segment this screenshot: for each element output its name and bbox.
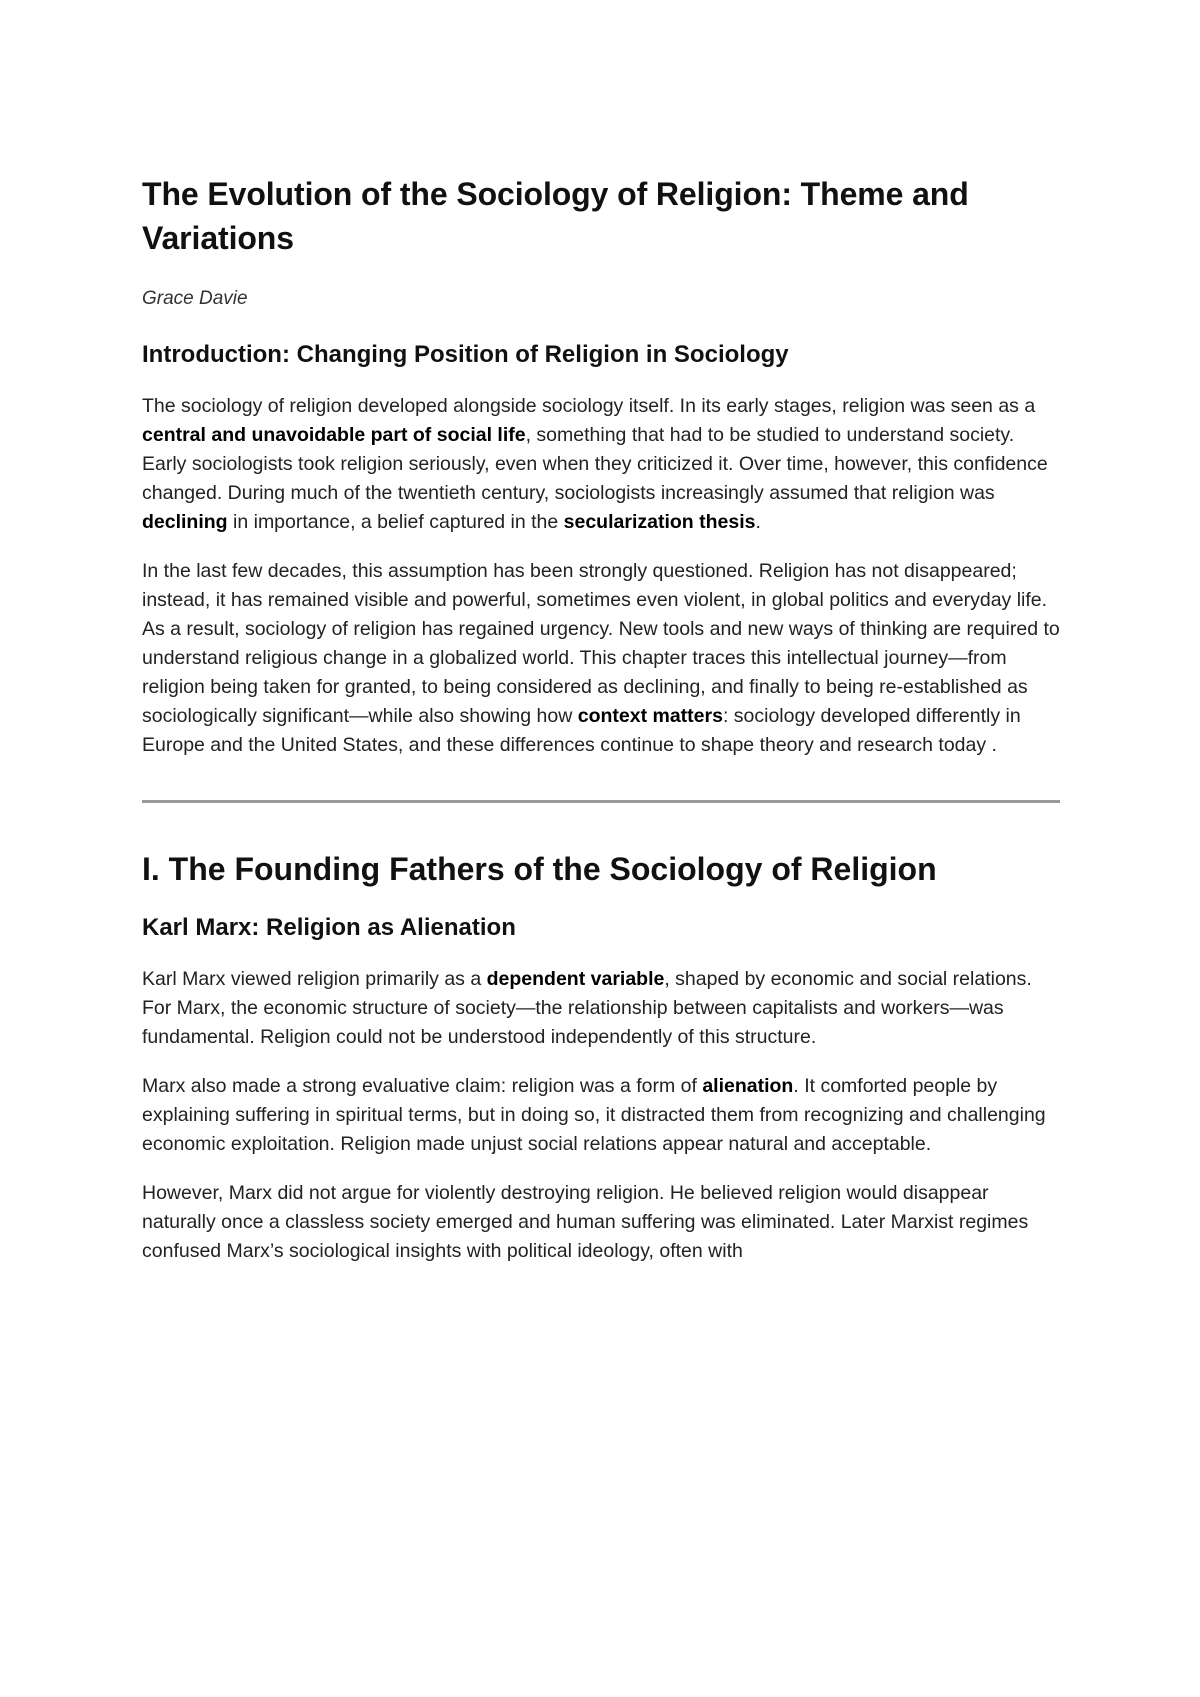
author-name: Grace Davie [142, 288, 248, 309]
text-run: The sociology of religion developed alongside sociology itself. In its early stages, religion was seen as a [142, 395, 1036, 417]
bold-term: context matters [577, 705, 723, 727]
text-run: . [755, 511, 761, 533]
marx-paragraph-1 [142, 965, 1062, 1052]
bold-term: secularization thesis [563, 511, 756, 533]
section-1-heading: I. The Founding Fathers of the Sociology of Religion [142, 851, 937, 887]
bold-term: declining [142, 511, 228, 533]
marx-paragraph-2 [142, 1072, 1062, 1159]
text-run: : sociology developed differently in Europe and the United States, and these differences continue to shape theory and research today . [142, 705, 1021, 756]
text-run: Karl Marx viewed religion primarily as a [142, 968, 487, 990]
text-run: However, Marx did not argue for violently destroying religion. He believed religion would disappear naturally once a classless society emerged and human suffering was eliminated. Later Marxist regimes confused Marx’s sociological insights with political ideology, often with [142, 1182, 1029, 1262]
document-page [142, 172, 1062, 1266]
marx-paragraph-3 [142, 1179, 1062, 1266]
marx-heading: Karl Marx: Religion as Alienation [142, 914, 516, 941]
intro-heading: Introduction: Changing Position of Religion in Sociology [142, 341, 789, 368]
bold-term: alienation [702, 1075, 794, 1097]
document-title: The Evolution of the Sociology of Religion: Theme and Variations [142, 176, 969, 256]
text-run: , shaped by economic and social relations. For Marx, the economic structure of society—the relationship between capitalists and workers—was fundamental. Religion could not be understood independently of this structure. [142, 968, 1032, 1048]
text-run: Marx also made a strong evaluative claim: religion was a form of [142, 1075, 703, 1097]
text-run: , something that had to be studied to understand society. Early sociologists took religion seriously, even when they criticized it. Over time, however, this confidence changed. During much of the twentieth century, sociologists increasingly assumed that religion was [142, 424, 1048, 504]
text-run: In the last few decades, this assumption has been strongly questioned. Religion has not disappeared; instead, it has remained visible and powerful, sometimes even violent, in global politics and everyday life. As a result, sociology of religion has regained urgency. New tools and new ways of thinking are required to understand religious change in a globalized world. This chapter traces this intellectual journey—from religion being taken for granted, to being considered as declining, and finally to being re-established as sociologically significant—while also showing how [142, 560, 1060, 727]
bold-term: central and unavoidable part of social life [142, 424, 526, 446]
text-run: in importance, a belief captured in the [227, 511, 564, 533]
bold-term: dependent variable [486, 968, 665, 990]
text-run: . It comforted people by explaining suffering in spiritual terms, but in doing so, it distracted them from recognizing and challenging economic exploitation. Religion made unjust social relations appear natural and acceptable. [142, 1075, 1046, 1155]
section-divider [142, 800, 1060, 803]
intro-paragraph-2 [142, 557, 1062, 760]
intro-paragraph-1 [142, 392, 1062, 537]
